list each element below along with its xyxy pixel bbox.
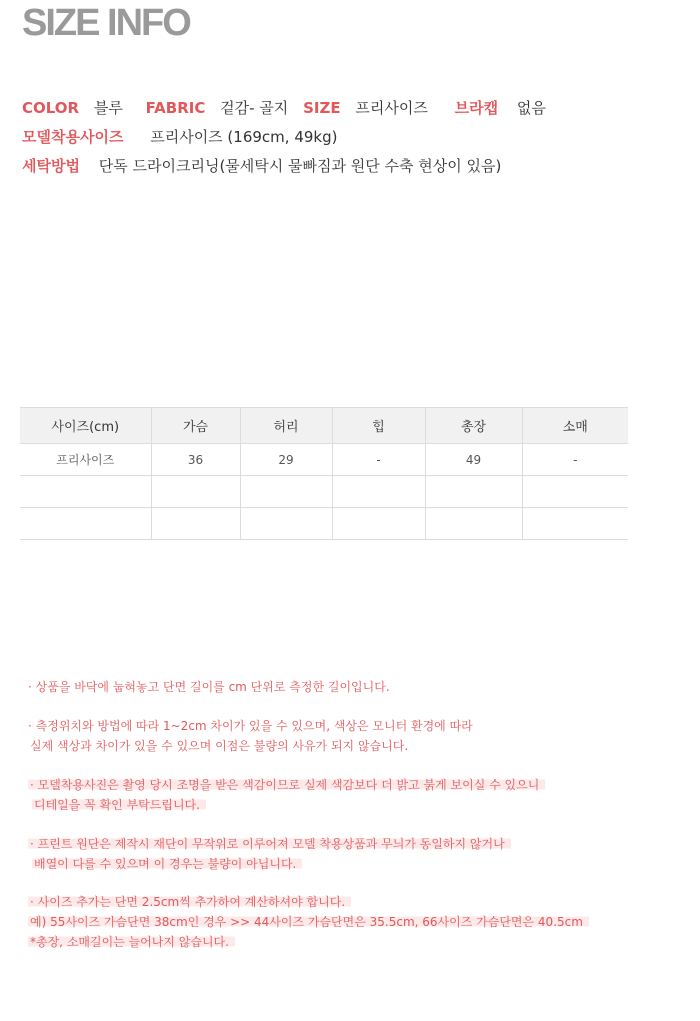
header-hip: 힙 bbox=[332, 408, 425, 444]
bracap-label: 브라캡 bbox=[454, 99, 499, 117]
color-value: 블루 bbox=[93, 99, 123, 117]
model-size-value: 프리사이즈 (169cm, 49kg) bbox=[150, 128, 338, 146]
page-title: SIZE INFO bbox=[22, 2, 190, 44]
note-variance bbox=[28, 716, 473, 756]
wash-method-row bbox=[22, 155, 501, 176]
note-text: · 모델착용사진은 촬영 당시 조명을 받은 색감이므로 실제 색감보다 더 밝고 붉게 보이실 수 있으니 bbox=[28, 778, 545, 792]
table-cell bbox=[522, 508, 628, 540]
color-label: COLOR bbox=[22, 99, 80, 117]
note-text: 예) 55사이즈 가슴단면 38cm인 경우 >> 44사이즈 가슴단면은 35.5cm, 66사이즈 가슴단면은 40.5cm bbox=[28, 915, 589, 929]
table-cell bbox=[425, 476, 522, 508]
table-cell bbox=[151, 508, 240, 540]
table-cell bbox=[240, 476, 332, 508]
note-print-fabric bbox=[28, 834, 511, 874]
table-cell: - bbox=[522, 444, 628, 476]
table-cell bbox=[240, 508, 332, 540]
fabric-label: FABRIC bbox=[145, 99, 206, 117]
table-cell bbox=[425, 508, 522, 540]
wash-method-value: 단독 드라이크리닝(물세탁시 물빠짐과 원단 수축 현상이 있음) bbox=[98, 157, 502, 175]
header-waist: 허리 bbox=[240, 408, 332, 444]
table-cell: 49 bbox=[425, 444, 522, 476]
size-table bbox=[20, 407, 628, 540]
note-text: 디테일을 꼭 확인 부탁드립니다. bbox=[32, 798, 206, 812]
table-cell: 29 bbox=[240, 444, 332, 476]
table-cell bbox=[151, 476, 240, 508]
table-cell bbox=[332, 508, 425, 540]
note-text: · 측정위치와 방법에 따라 1~2cm 차이가 있을 수 있으며, 색상은 모니터 환경에 따라 bbox=[28, 719, 473, 733]
wash-method-label: 세탁방법 bbox=[22, 157, 80, 175]
table-row bbox=[20, 476, 628, 508]
header-size: 사이즈(cm) bbox=[20, 408, 151, 444]
header-chest: 가슴 bbox=[151, 408, 240, 444]
table-row bbox=[20, 508, 628, 540]
size-label: SIZE bbox=[303, 99, 341, 117]
note-text: *총장, 소매길이는 늘어나지 않습니다. bbox=[28, 935, 235, 949]
note-text: · 사이즈 추가는 단면 2.5cm씩 추가하여 계산하셔야 합니다. bbox=[28, 895, 351, 909]
model-size-row bbox=[22, 126, 337, 147]
header-sleeve: 소매 bbox=[522, 408, 628, 444]
table-cell: 프리사이즈 bbox=[20, 444, 151, 476]
note-model-photo bbox=[28, 775, 545, 815]
table-header-row bbox=[20, 408, 628, 444]
table-cell bbox=[522, 476, 628, 508]
table-cell bbox=[20, 508, 151, 540]
note-text: · 프린트 원단은 제작시 재단이 무작위로 이루어져 모델 착용상품과 무늬가 동일하지 않거나 bbox=[28, 837, 511, 851]
table-row bbox=[20, 444, 628, 476]
table-cell: - bbox=[332, 444, 425, 476]
table-cell bbox=[332, 476, 425, 508]
note-text: · 상품을 바닥에 눕혀놓고 단면 길이를 cm 단위로 측정한 길이입니다. bbox=[28, 680, 390, 694]
note-size-addition bbox=[28, 892, 589, 952]
note-measurement bbox=[28, 677, 390, 697]
header-length: 총장 bbox=[425, 408, 522, 444]
table-cell: 36 bbox=[151, 444, 240, 476]
model-size-label: 모델착용사이즈 bbox=[22, 128, 124, 146]
table-cell bbox=[20, 476, 151, 508]
bracap-value: 없음 bbox=[516, 99, 546, 117]
size-value: 프리사이즈 bbox=[355, 99, 428, 117]
note-text: 배열이 다를 수 있으며 이 경우는 불량이 아닙니다. bbox=[32, 857, 302, 871]
note-text: 실제 색상과 차이가 있을 수 있으며 이점은 불량의 사유가 되지 않습니다. bbox=[30, 739, 409, 753]
product-attributes-row bbox=[22, 97, 546, 118]
fabric-value: 겉감- 골지 bbox=[220, 99, 289, 117]
